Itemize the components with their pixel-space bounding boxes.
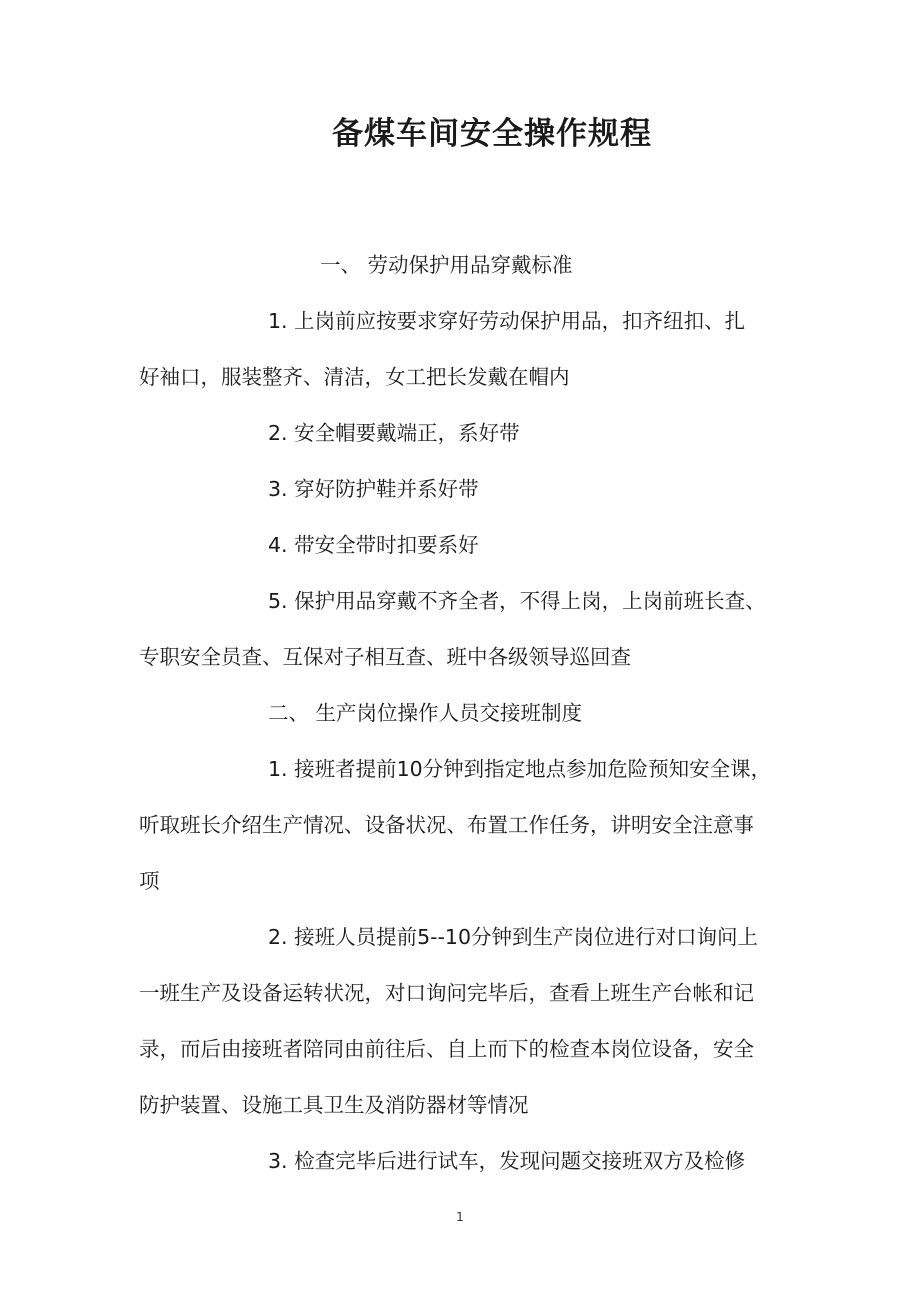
paragraph-line: 听取班长介绍生产情况、设备状况、布置工作任务，讲明安全注意事	[139, 813, 754, 837]
page-number: 1	[456, 1210, 464, 1224]
paragraph-line: 1. 接班者提前10分钟到指定地点参加危险预知安全课，	[268, 757, 772, 781]
paragraph-line: 好袖口，服装整齐、清洁，女工把长发戴在帽内	[139, 365, 570, 389]
paragraph-line: 防护装置、设施工具卫生及消防器材等情况	[139, 1093, 529, 1117]
paragraph-line: 录，而后由接班者陪同由前往后、自上而下的检查本岗位设备，安全	[139, 1037, 754, 1061]
paragraph-line: 5. 保护用品穿戴不齐全者，不得上岗，上岗前班长查、	[268, 589, 766, 613]
page-title: 备煤车间安全操作规程	[332, 116, 652, 152]
paragraph-line: 3. 检查完毕后进行试车，发现问题交接班双方及检修	[268, 1149, 746, 1173]
paragraph-line: 一班生产及设备运转状况，对口询问完毕后，查看上班生产台帐和记	[139, 981, 754, 1005]
paragraph-line: 2. 安全帽要戴端正，系好带	[268, 421, 520, 445]
paragraph-line: 2. 接班人员提前5--10分钟到生产岗位进行对口询问上	[268, 925, 758, 949]
section-heading-1: 一、 劳动保护用品穿戴标准	[320, 253, 573, 277]
paragraph-line: 项	[139, 869, 160, 893]
paragraph-line: 4. 带安全带时扣要系好	[268, 533, 479, 557]
paragraph-line: 专职安全员查、互保对子相互查、班中各级领导巡回查	[139, 645, 631, 669]
paragraph-line: 1. 上岗前应按要求穿好劳动保护用品，扣齐纽扣、扎	[268, 309, 746, 333]
paragraph-line: 3. 穿好防护鞋并系好带	[268, 477, 479, 501]
section-heading-2: 二、 生产岗位操作人员交接班制度	[268, 701, 583, 725]
